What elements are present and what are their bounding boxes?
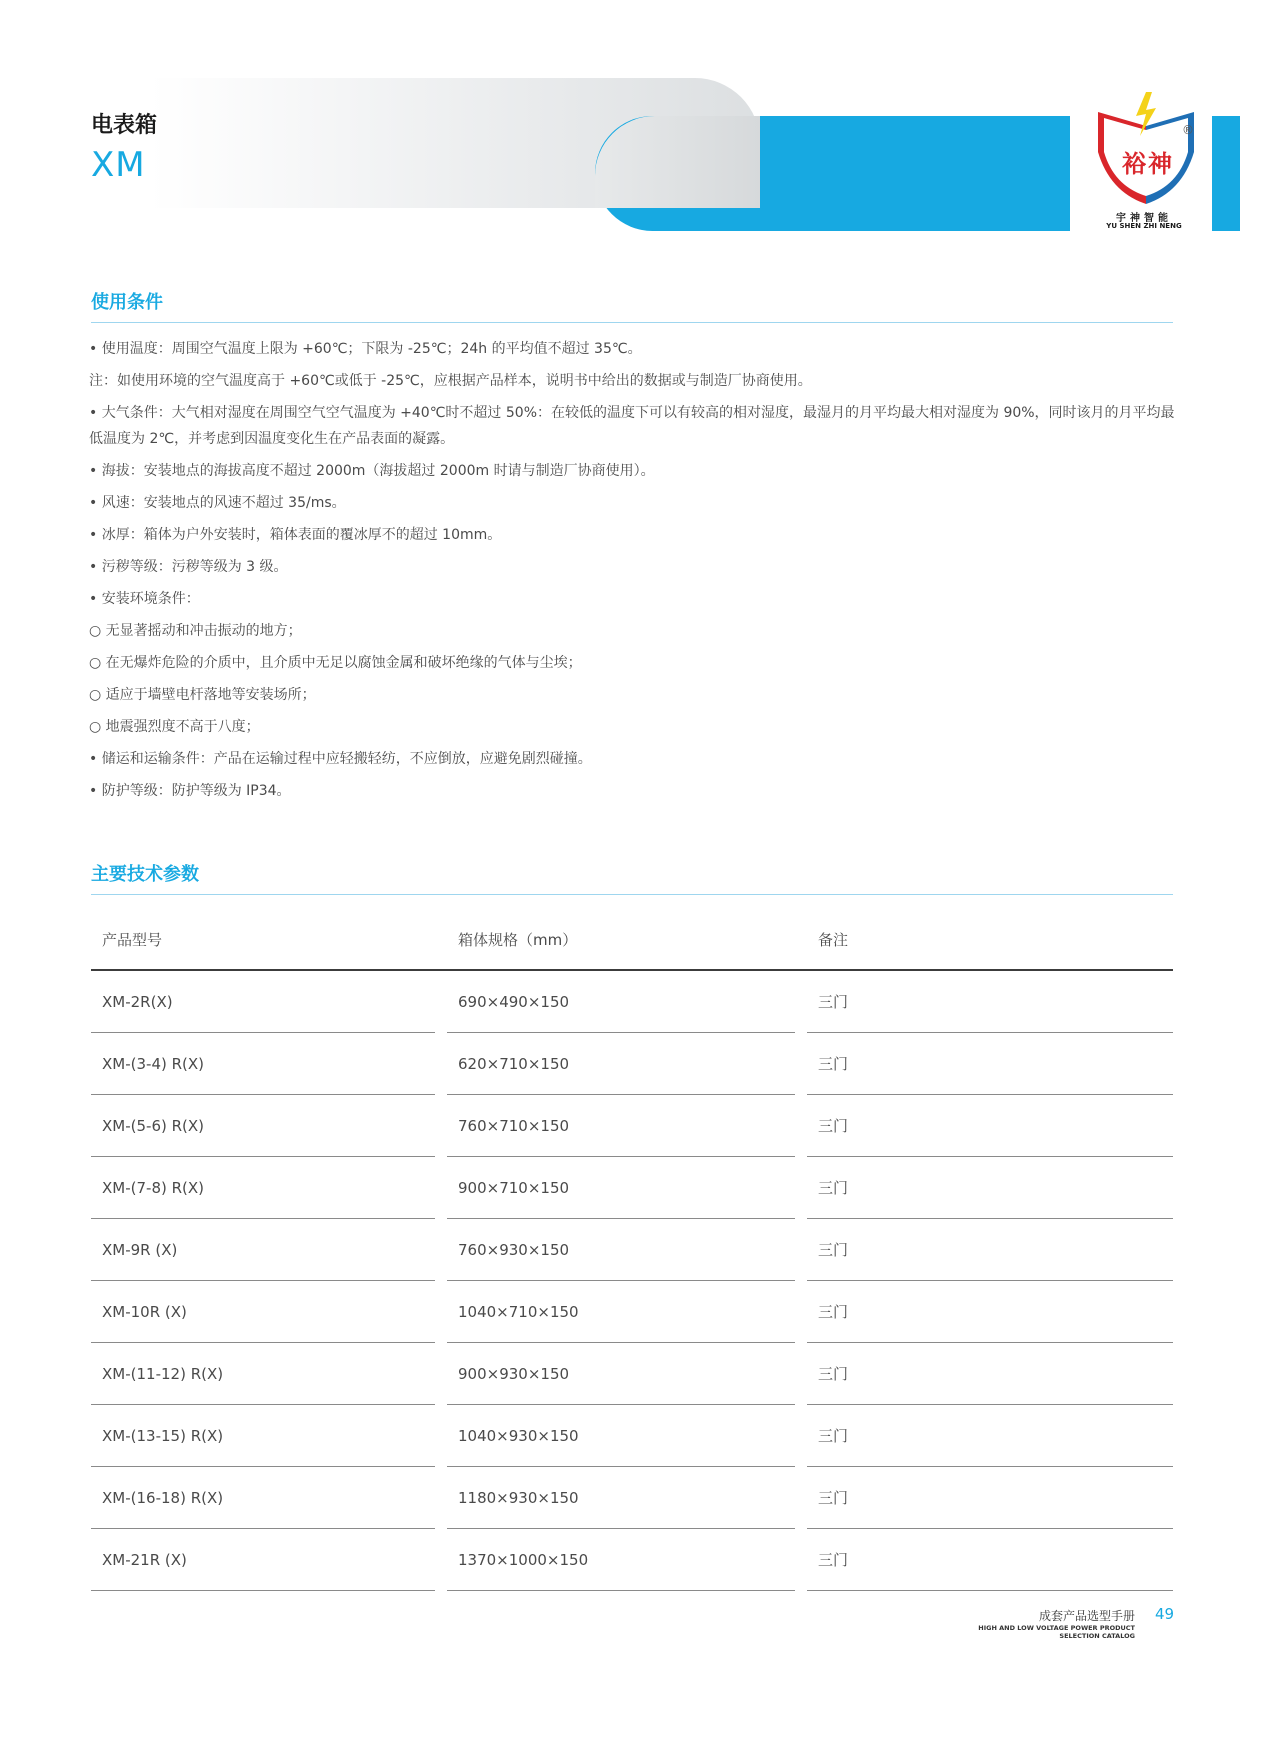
specs-rule	[91, 894, 1173, 895]
table-row	[91, 1467, 1173, 1529]
catalog-title-cn: 成套产品选型手册	[1038, 1609, 1135, 1623]
table-row	[91, 1281, 1173, 1343]
page-subtitle: XM	[91, 145, 146, 185]
conditions-heading: 使用条件	[91, 292, 163, 313]
list-item: • 大气条件：大气相对湿度在周围空气空气温度为 +40℃时不超过 50%：在较低的温度下可以有较高的相对湿度，最湿月的月平均最大相对湿度为 90%，同时该月的月平均最低温度为 2℃，并考虑到因温度变化生在产品表面的凝露。	[89, 405, 1175, 447]
page-header	[0, 0, 1280, 240]
list-item: ○ 在无爆炸危险的介质中，且介质中无足以腐蚀金属和破坏绝缘的气体与尘埃；	[89, 655, 582, 671]
size-cell: 690×490×150	[447, 971, 795, 1033]
conditions-rule	[91, 322, 1173, 323]
list-item: • 储运和运输条件：产品在运输过程中应轻搬轻纺，不应倒放，应避免剧烈碰撞。	[89, 751, 592, 767]
specs-heading: 主要技术参数	[91, 864, 199, 885]
size-cell: 620×710×150	[447, 1033, 795, 1095]
list-item: • 冰厚：箱体为户外安装时，箱体表面的覆冰厚不的超过 10mm。	[89, 527, 502, 543]
remark-cell: 三门	[807, 1095, 1173, 1157]
list-item: • 防护等级：防护等级为 IP34。	[89, 783, 291, 799]
logo-char-left: 裕	[1122, 149, 1146, 178]
model-cell: XM-(16-18) R(X)	[91, 1467, 435, 1529]
list-item: ○ 无显著摇动和冲击振动的地方；	[89, 623, 302, 639]
list-item: ○ 适应于墙壁电杆落地等安装场所；	[89, 687, 316, 703]
remark-cell: 三门	[807, 1033, 1173, 1095]
list-item: • 风速：安装地点的风速不超过 35/ms。	[89, 495, 346, 511]
model-cell: XM-9R (X)	[91, 1219, 435, 1281]
header-grey-overlap	[595, 116, 760, 208]
table-body	[91, 971, 1173, 1591]
model-cell: XM-10R (X)	[91, 1281, 435, 1343]
catalog-title-en-line1: HIGH AND LOW VOLTAGE POWER PRODUCT	[978, 1624, 1135, 1632]
header-remark: 备注	[818, 930, 849, 949]
model-cell: XM-2R(X)	[91, 971, 435, 1033]
model-cell: XM-21R (X)	[91, 1529, 435, 1591]
list-item: • 使用温度：周围空气温度上限为 +60℃；下限为 -25℃；24h 的平均值不超过 35℃。	[89, 341, 642, 357]
size-cell: 1040×930×150	[447, 1405, 795, 1467]
size-cell: 900×930×150	[447, 1343, 795, 1405]
list-item: • 海拔：安装地点的海拔高度不超过 2000m（海拔超过 2000m 时请与制造厂协商使用）。	[89, 463, 655, 479]
shield-logo-icon	[1090, 92, 1202, 210]
table-row	[91, 1033, 1173, 1095]
list-item: • 安装环境条件：	[89, 591, 200, 607]
logo-text-en: YU SHEN ZHI NENG	[1106, 222, 1182, 230]
spec-table	[91, 909, 1173, 1591]
table-row	[91, 1529, 1173, 1591]
page-number: 49	[1155, 1605, 1175, 1623]
remark-cell: 三门	[807, 1157, 1173, 1219]
table-row	[91, 1157, 1173, 1219]
table-row	[91, 1095, 1173, 1157]
model-cell: XM-(5-6) R(X)	[91, 1095, 435, 1157]
remark-cell: 三门	[807, 1405, 1173, 1467]
table-row	[91, 1219, 1173, 1281]
model-cell: XM-(11-12) R(X)	[91, 1343, 435, 1405]
remark-cell: 三门	[807, 1343, 1173, 1405]
remark-cell: 三门	[807, 971, 1173, 1033]
remark-cell: 三门	[807, 1281, 1173, 1343]
logo-char-right: 神	[1148, 149, 1172, 178]
size-cell: 760×930×150	[447, 1219, 795, 1281]
logo-text-cn: 宇神智能	[1116, 213, 1172, 224]
size-cell: 760×710×150	[447, 1095, 795, 1157]
remark-cell: 三门	[807, 1467, 1173, 1529]
list-item: • 污秽等级：污秽等级为 3 级。	[89, 559, 288, 575]
header-size: 箱体规格（mm）	[458, 930, 578, 949]
model-cell: XM-(13-15) R(X)	[91, 1405, 435, 1467]
model-cell: XM-(3-4) R(X)	[91, 1033, 435, 1095]
model-cell: XM-(7-8) R(X)	[91, 1157, 435, 1219]
table-row	[91, 1405, 1173, 1467]
catalog-title-en-line2: SELECTION CATALOG	[1059, 1632, 1135, 1640]
remark-cell: 三门	[807, 1219, 1173, 1281]
size-cell: 900×710×150	[447, 1157, 795, 1219]
list-item: ○ 地震强烈度不高于八度；	[89, 719, 260, 735]
size-cell: 1370×1000×150	[447, 1529, 795, 1591]
table-header	[91, 909, 1173, 971]
table-row	[91, 1343, 1173, 1405]
size-cell: 1040×710×150	[447, 1281, 795, 1343]
registered-mark: ®	[1182, 123, 1194, 137]
page-title: 电表箱	[91, 113, 158, 138]
catalog-title-en	[960, 1624, 1135, 1640]
remark-cell: 三门	[807, 1529, 1173, 1591]
size-cell: 1180×930×150	[447, 1467, 795, 1529]
header-model: 产品型号	[102, 930, 163, 949]
header-blue-strip	[1212, 116, 1240, 231]
list-item: 注：如使用环境的空气温度高于 +60℃或低于 -25℃，应根据产品样本，说明书中给出的数据或与制造厂协商使用。	[89, 373, 812, 389]
table-row	[91, 971, 1173, 1033]
conditions-list	[89, 333, 1179, 807]
